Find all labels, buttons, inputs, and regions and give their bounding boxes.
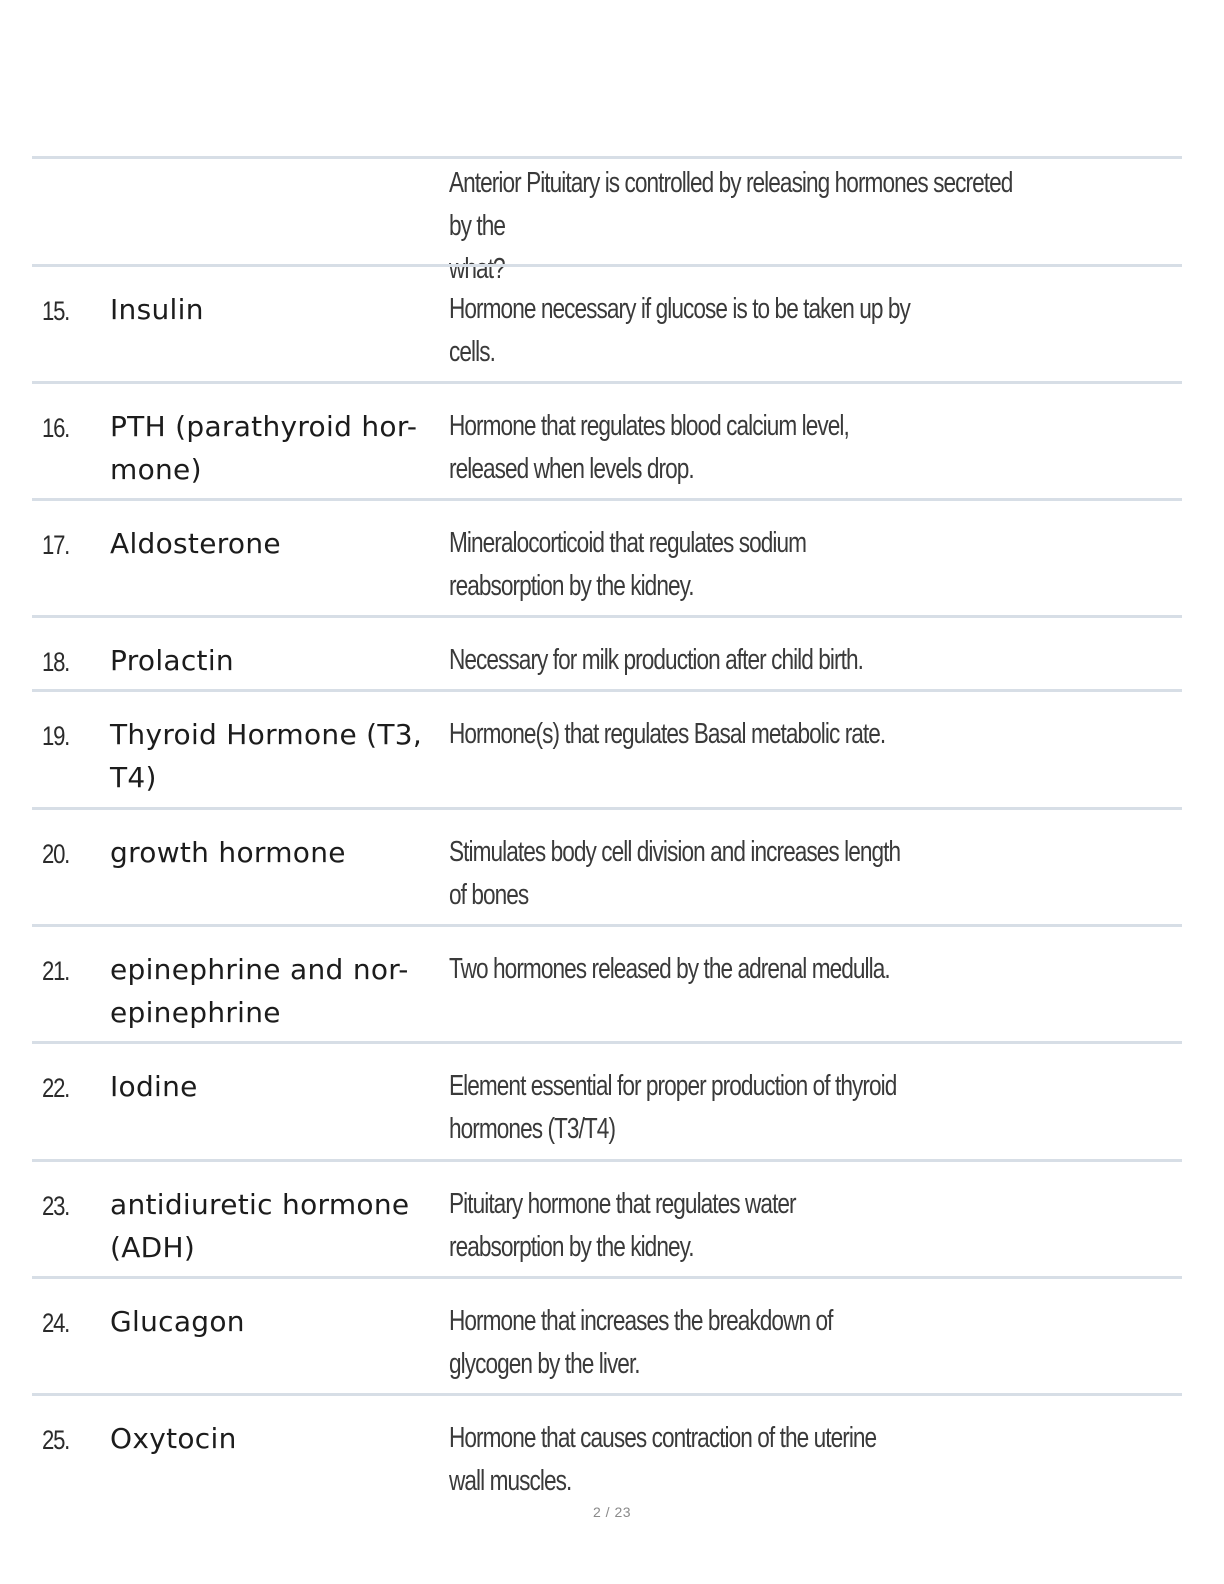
- row-term: antidiuretic hormone (ADH): [110, 1188, 410, 1264]
- table-row: [32, 381, 1182, 498]
- row-number: 20.: [42, 839, 70, 869]
- table-row: [32, 807, 1182, 924]
- row-term: Aldosterone: [110, 527, 281, 560]
- row-number: 21.: [42, 956, 70, 986]
- row-definition: Hormone that regulates blood calcium level, released when levels drop.: [449, 410, 849, 485]
- row-definition: Two hormones released by the adrenal medulla.: [449, 953, 890, 985]
- row-number: 23.: [42, 1191, 70, 1221]
- row-term: Prolactin: [110, 644, 234, 677]
- row-number: 17.: [42, 530, 70, 560]
- row-number: 19.: [42, 721, 70, 751]
- table-row: [32, 1276, 1182, 1393]
- page-indicator: 2 / 23: [592, 1504, 632, 1520]
- table-row: [32, 264, 1182, 381]
- flashcard-table: [32, 156, 1182, 1503]
- row-definition: Element essential for proper production of thyroid hormones (T3/T4): [449, 1070, 897, 1145]
- row-term: growth hormone: [110, 836, 346, 869]
- table-row: [32, 156, 1182, 285]
- table-row: [32, 1041, 1182, 1159]
- row-definition: Stimulates body cell division and increases length of bones: [449, 836, 901, 911]
- table-row: [32, 1393, 1182, 1503]
- row-definition: Mineralocorticoid that regulates sodium reabsorption by the kidney.: [449, 527, 807, 602]
- table-row: [32, 1159, 1182, 1276]
- row-definition: Hormone(s) that regulates Basal metabolic rate.: [449, 718, 886, 750]
- row-number: 22.: [42, 1073, 70, 1103]
- row-term: Thyroid Hormone (T3, T4): [110, 718, 423, 794]
- row-number: 15.: [42, 296, 70, 326]
- table-row: [32, 924, 1182, 1041]
- row-number: 16.: [42, 413, 70, 443]
- row-term: Iodine: [110, 1070, 198, 1103]
- table-row: [32, 615, 1182, 689]
- row-term: PTH (parathyroid hor- mone): [110, 410, 418, 486]
- row-definition: Anterior Pituitary is controlled by releasing hormones secreted by the what?: [449, 167, 1013, 285]
- row-term: Insulin: [110, 293, 204, 326]
- row-number: 25.: [42, 1425, 70, 1455]
- row-term: Oxytocin: [110, 1422, 237, 1455]
- row-definition: Pituitary hormone that regulates water reabsorption by the kidney.: [449, 1188, 796, 1263]
- row-definition: Necessary for milk production after child birth.: [449, 644, 863, 676]
- row-term: Glucagon: [110, 1305, 245, 1338]
- table-row: [32, 498, 1182, 615]
- row-definition: Hormone necessary if glucose is to be taken up by cells.: [449, 293, 910, 368]
- row-definition: Hormone that increases the breakdown of glycogen by the liver.: [449, 1305, 833, 1380]
- row-number: 24.: [42, 1308, 70, 1338]
- table-row: [32, 689, 1182, 807]
- row-definition: Hormone that causes contraction of the uterine wall muscles.: [449, 1422, 877, 1497]
- row-term: epinephrine and nor- epinephrine: [110, 953, 409, 1029]
- row-number: 18.: [42, 647, 70, 677]
